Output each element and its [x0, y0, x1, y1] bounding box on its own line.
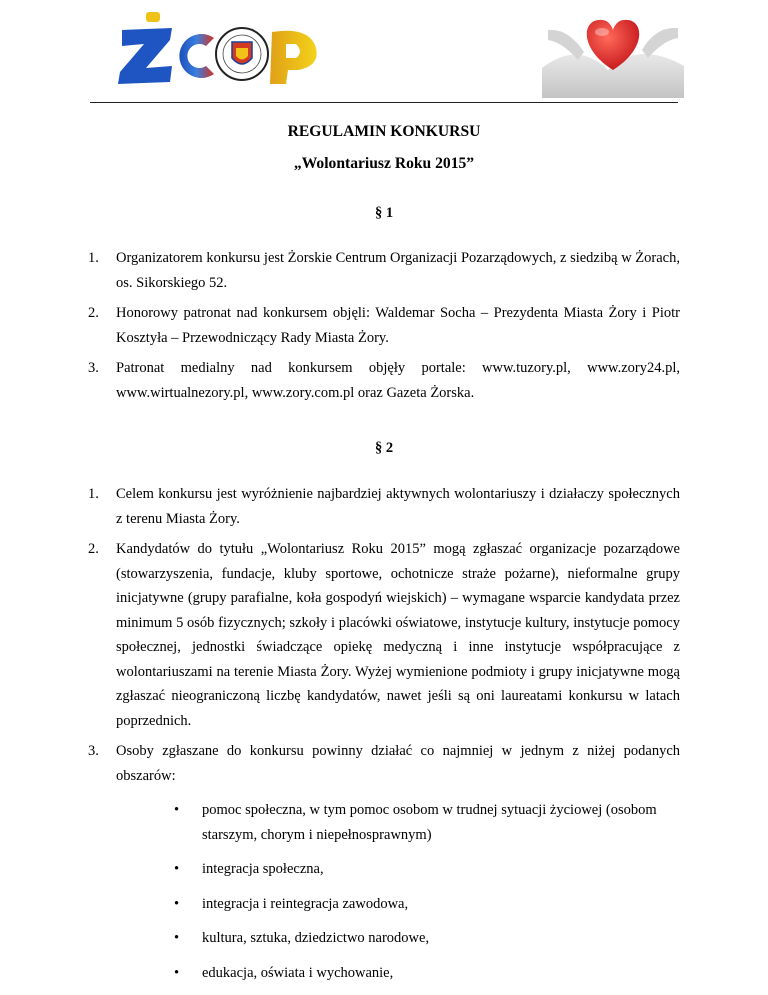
section-2-heading: § 2	[374, 440, 394, 456]
section-2-list	[88, 482, 680, 995]
area-item: • edukacja, oświata i wychowanie,	[174, 961, 680, 986]
area-item: • integracja i reintegracja zawodowa,	[174, 892, 680, 917]
item-text: Osoby zgłaszane do konkursu powinny działać co najmniej w jednym z niżej podanych obszarów:	[116, 743, 680, 784]
item-text: Patronat medialny nad konkursem objęły portale: www.tuzory.pl, www.zory24.pl, www.wirtualnezory.pl, www.zory.com.pl oraz Gazeta Żorska.	[116, 360, 680, 401]
document-title: REGULAMIN KONKURSU	[287, 123, 481, 140]
heart-hands-image	[538, 0, 688, 98]
list-item: 3. Patronat medialny nad konkursem objęły portale: www.tuzory.pl, www.zory24.pl, www.wirtualnezory.pl, www.zory.com.pl oraz Gazeta Żorska.	[88, 360, 680, 401]
area-item: • pomoc społeczna, w tym pomoc osobom w trudnej sytuacji życiowej (osobom starszym, chorym i niepełnosprawnym)	[174, 798, 680, 847]
list-item: 2. Honorowy patronat nad konkursem objęli: Waldemar Socha – Prezydenta Miasta Żory i Piotr Kosztyła – Przewodniczący Rady Miasta Żory.	[88, 305, 680, 346]
contest-name: „Wolontariusz Roku 2015”	[293, 155, 475, 172]
section-1-list	[88, 246, 680, 411]
area-item: • kultura, sztuka, dziedzictwo narodowe,	[174, 926, 680, 951]
list-item: 3. Osoby zgłaszane do konkursu powinny działać co najmniej w jednym z niżej podanych obszarów: • pomoc społeczna, w tym pomoc osobom w trudnej sytuacji życiowej (osobom starszym, chorym i niepełnosprawnym) • integracja społeczna, • integracja i reintegracja zawodowa, • kultura, sztuka, dziedzictwo narodowe, • edukacja, oświata i wychowanie,	[88, 739, 680, 985]
header-divider	[90, 102, 678, 103]
area-item: • integracja społeczna,	[174, 857, 680, 882]
item-text: Honorowy patronat nad konkursem objęli: Waldemar Socha – Prezydenta Miasta Żory i Piotr Kosztyła – Przewodniczący Rady Miasta Żory.	[116, 305, 680, 346]
logo	[110, 8, 332, 90]
item-text: Celem konkursu jest wyróżnienie najbardziej aktywnych wolontariuszy i działaczy społecznych z terenu Miasta Żory.	[116, 486, 680, 527]
list-item: 1. Celem konkursu jest wyróżnienie najbardziej aktywnych wolontariuszy i działaczy społecznych z terenu Miasta Żory.	[88, 486, 680, 527]
areas-list	[116, 798, 680, 985]
list-item: 2. Kandydatów do tytułu „Wolontariusz Roku 2015” mogą zgłaszać organizacje pozarządowe (stowarzyszenia, fundacje, kluby sportowe, ochotnicze straże pożarne), nieformalne grupy inicjatywne (grupy parafialne, koła gospodyń wiejskich) – wymagane wsparcie kandydata przez minimum 5 osób fizycznych; szkoły i placówki oświatowe, instytucje kultury, instytucje pomocy społecznej, jednostki świadczące opiekę medyczną i inne instytucje współpracujące z wolontariuszami na terenie Miasta Żory. Wyżej wymienione podmioty i grupy inicjatywne mogą zgłaszać nieograniczoną liczbę kandydatów, nawet jeśli są oni laureatami konkursu w latach poprzednich.	[88, 541, 680, 729]
item-text: Kandydatów do tytułu „Wolontariusz Roku 2015” mogą zgłaszać organizacje pozarządowe (stowarzyszenia, fundacje, kluby sportowe, ochotnicze straże pożarne), nieformalne grupy inicjatywne (grupy parafialne, koła gospodyń wiejskich) – wymagane wsparcie kandydata przez minimum 5 osób fizycznych; szkoły i placówki oświatowe, instytucje kultury, instytucje pomocy społecznej, jednostki świadczące opiekę medyczną i inne instytucje współpracujące z wolontariuszami na terenie Miasta Żory. Wyżej wymienione podmioty i grupy inicjatywne mogą zgłaszać nieograniczoną liczbę kandydatów, nawet jeśli są oni laureatami konkursu w latach poprzednich.	[116, 541, 680, 729]
section-1-heading: § 1	[374, 205, 394, 221]
item-text: Organizatorem konkursu jest Żorskie Centrum Organizacji Pozarządowych, z siedzibą w Żorach, os. Sikorskiego 52.	[116, 250, 680, 291]
list-item: 1. Organizatorem konkursu jest Żorskie Centrum Organizacji Pozarządowych, z siedzibą w Żorach, os. Sikorskiego 52.	[88, 250, 680, 291]
